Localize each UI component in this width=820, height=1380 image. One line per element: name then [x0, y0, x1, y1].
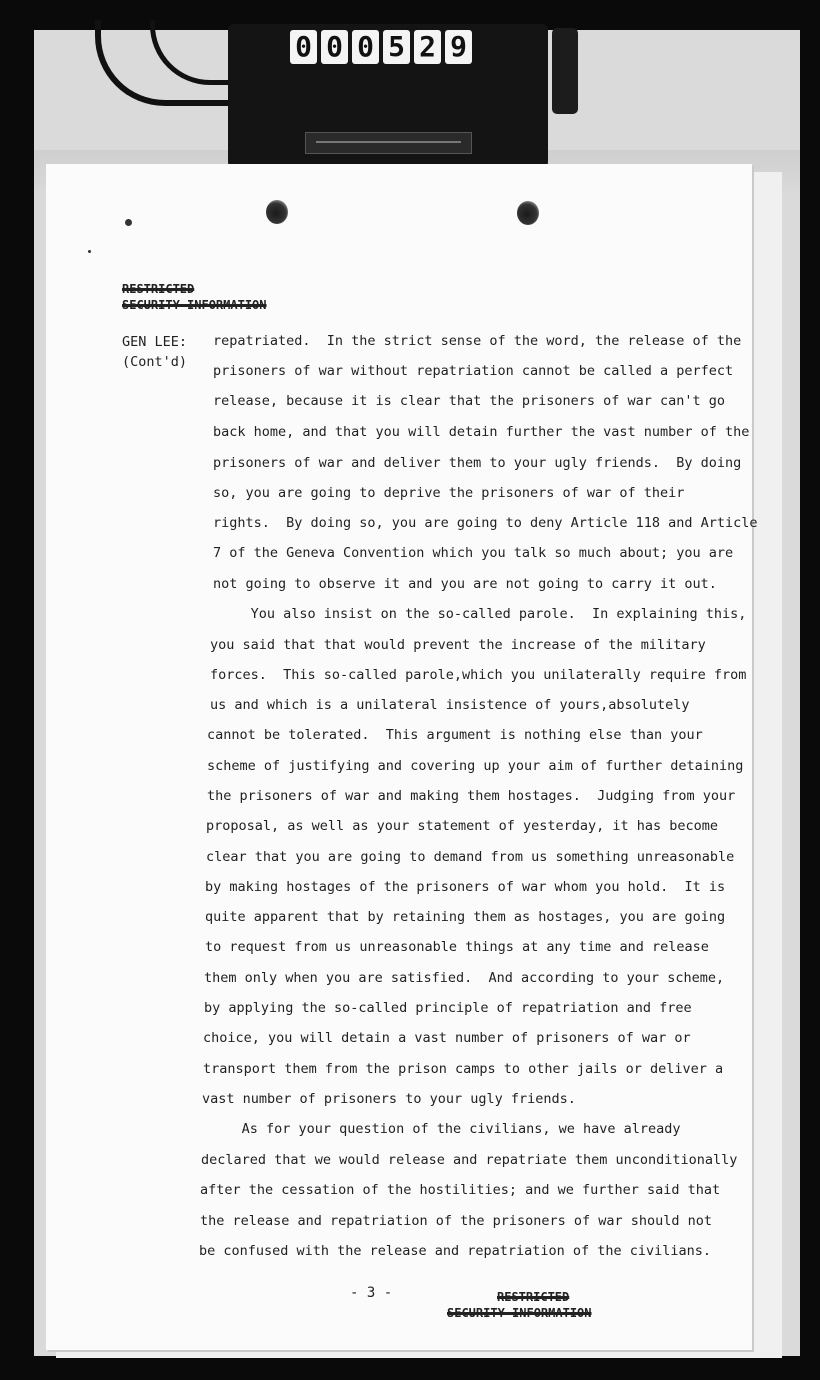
- frame-counter-display: [290, 30, 480, 66]
- punch-hole-right: [517, 201, 539, 225]
- body-line: not going to observe it and you are not going to carry it out.: [213, 576, 717, 592]
- body-line: release, because it is clear that the prisoners of war can't go: [213, 393, 726, 409]
- counter-digit: 0: [352, 30, 379, 64]
- speaker-name: GEN LEE:: [122, 334, 188, 350]
- counter-digit: 9: [445, 30, 472, 64]
- body-line: to request from us unreasonable things at any time and release: [205, 939, 709, 955]
- page-number: - 3 -: [350, 1285, 393, 1301]
- speaker-label: [122, 332, 187, 372]
- header-security-marking: SECURITY INFORMATION: [122, 298, 267, 312]
- body-line: them only when you are satisfied. And according to your scheme,: [204, 970, 725, 986]
- body-line: prisoners of war and deliver them to your ugly friends. By doing: [213, 455, 742, 471]
- body-line: quite apparent that by retaining them as hostages, you are going: [205, 909, 726, 925]
- body-line: You also insist on the so-called parole. In explaining this,: [210, 606, 747, 622]
- body-line: back home, and that you will detain further the vast number of the: [213, 424, 750, 440]
- body-line: by making hostages of the prisoners of war whom you hold. It is: [205, 879, 726, 895]
- punch-hole-left: [266, 200, 288, 224]
- body-line: the prisoners of war and making them hostages. Judging from your: [207, 788, 736, 804]
- counter-knob: [552, 28, 578, 114]
- body-line: by applying the so-called principle of repatriation and free: [204, 1000, 692, 1016]
- body-line: prisoners of war without repatriation cannot be called a perfect: [213, 363, 734, 379]
- body-line: be confused with the release and repatriation of the civilians.: [199, 1243, 712, 1259]
- body-line: after the cessation of the hostilities; and we further said that: [200, 1182, 721, 1198]
- body-line: scheme of justifying and covering up your aim of further detaining: [207, 758, 744, 774]
- body-line: so, you are going to deprive the prisoners of war of their: [213, 485, 685, 501]
- body-line: rights. By doing so, you are going to deny Article 118 and Article: [213, 515, 758, 531]
- counter-digit: 2: [414, 30, 441, 64]
- footer-security-marking: SECURITY INFORMATION: [447, 1306, 592, 1320]
- body-line: repatriated. In the strict sense of the word, the release of the: [213, 333, 742, 349]
- body-line: the release and repatriation of the prisoners of war should not: [200, 1213, 713, 1229]
- body-line: cannot be tolerated. This argument is nothing else than your: [207, 727, 703, 743]
- body-line: 7 of the Geneva Convention which you talk so much about; you are: [213, 545, 734, 561]
- footer-classification: RESTRICTED: [497, 1290, 570, 1304]
- counter-digit: 5: [383, 30, 410, 64]
- body-line: you said that that would prevent the increase of the military: [210, 637, 706, 653]
- body-line: declared that we would release and repatriate them unconditionally: [201, 1152, 738, 1168]
- body-line: transport them from the prison camps to other jails or deliver a: [203, 1061, 724, 1077]
- body-line: As for your question of the civilians, we have already: [201, 1121, 681, 1137]
- ink-speck: [88, 250, 91, 253]
- speaker-continued: (Cont'd): [122, 354, 188, 370]
- body-line: clear that you are going to demand from us something unreasonable: [206, 849, 735, 865]
- body-line: proposal, as well as your statement of yesterday, it has become: [206, 818, 719, 834]
- counter-digit: 0: [290, 30, 317, 64]
- body-line: choice, you will detain a vast number of prisoners of war or: [203, 1030, 691, 1046]
- body-line: vast number of prisoners to your ugly friends.: [202, 1091, 576, 1107]
- counter-nameplate: [305, 132, 472, 154]
- header-classification: RESTRICTED: [122, 282, 195, 296]
- body-line: forces. This so-called parole,which you unilaterally require from: [210, 667, 747, 683]
- ink-mark: [125, 219, 132, 226]
- counter-digit: 0: [321, 30, 348, 64]
- body-line: us and which is a unilateral insistence of yours,absolutely: [210, 697, 690, 713]
